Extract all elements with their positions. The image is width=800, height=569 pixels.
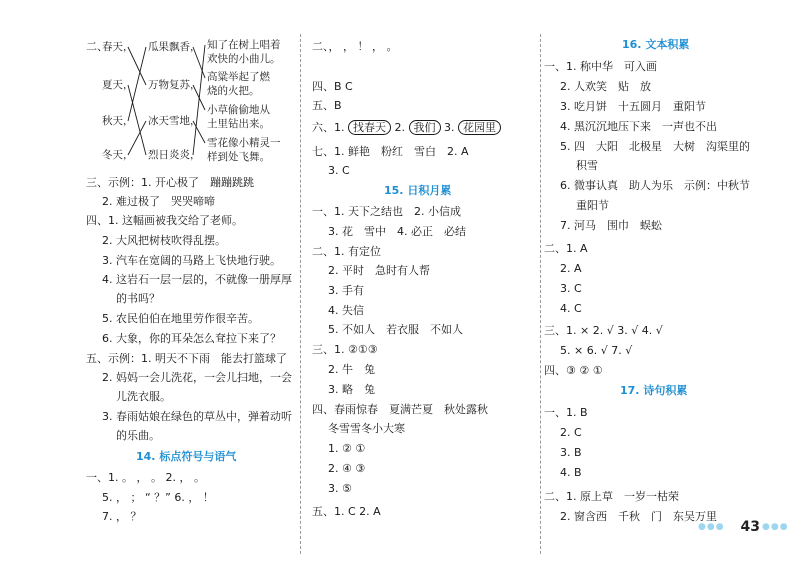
- match-right-3a: 小草偷偷地从: [207, 104, 270, 116]
- s15-line-9: 2. 牛 兔: [328, 363, 375, 376]
- s16-line-10: 二、1. A: [544, 242, 588, 255]
- s15-line-3: 二、1. 有定位: [312, 245, 381, 258]
- s15-line-1: 一、1. 天下之结也 2. 小信成: [312, 205, 461, 218]
- circled-answer-3: 花园里: [458, 120, 501, 135]
- circled-answer-2: 我们: [409, 120, 441, 135]
- question-2-label: 二、: [86, 40, 108, 53]
- line-5: 3. 汽车在宽阔的马路上飞快地行驶。: [102, 254, 281, 267]
- s15-line-2: 3. 花 雪中 4. 必正 必结: [328, 225, 466, 238]
- s17-line-4: 4. B: [560, 466, 582, 479]
- line-2: 2. 难过极了 哭哭啼啼: [102, 195, 215, 208]
- line-13: 3. 春雨姑娘在绿色的草丛中，弹着动听: [102, 410, 292, 423]
- s15-line-8: 三、1. ②①③: [312, 343, 378, 356]
- match-right-4b: 样到处飞舞。: [207, 151, 270, 163]
- c2-top-3: 五、B: [312, 99, 342, 112]
- s16-line-8: 重阳节: [576, 199, 609, 212]
- s15-line-12: 冬雪雪冬小大寒: [328, 422, 405, 435]
- section-15-title: 15. 日积月累: [384, 184, 452, 197]
- match-right-1a: 知了在树上唱着: [207, 39, 281, 51]
- q6-prefix: 六、1.: [312, 121, 345, 134]
- s16-line-2: 2. 人欢笑 贴 放: [560, 80, 651, 93]
- s16-line-13: 4. C: [560, 302, 582, 315]
- s15-line-6: 4. 失信: [328, 304, 364, 317]
- s16-line-1: 一、1. 称中华 可入画: [544, 60, 657, 73]
- s16-line-11: 2. A: [560, 262, 582, 275]
- page-decoration-dots-left: ●●●: [698, 522, 725, 532]
- s17-line-1: 一、1. B: [544, 406, 588, 419]
- column-right: [540, 0, 800, 569]
- column-middle: [300, 0, 540, 569]
- s15-line-7: 5. 不如人 若衣服 不如人: [328, 323, 463, 336]
- match-right-1b: 欢快的小曲儿。: [207, 53, 281, 65]
- match-right-2a: 高粱举起了燃: [207, 71, 270, 83]
- match-right-2b: 烧的火把。: [207, 85, 260, 97]
- s14-line-2: 5. ， ； “ ？” 6. ， ！: [102, 491, 214, 504]
- s15-line-14: 2. ④ ③: [328, 462, 366, 475]
- q6-num-2: 2.: [394, 121, 405, 134]
- s17-line-3: 3. B: [560, 446, 582, 459]
- q7-line-1: 七、1. 鲜艳 粉红 雪白 2. A: [312, 145, 469, 158]
- section-17-title: 17. 诗句积累: [620, 384, 688, 397]
- match-left-1: 春天，: [102, 41, 134, 53]
- s14-line-3: 7. ， ？: [102, 510, 142, 523]
- match-left-4: 冬天，: [102, 149, 134, 161]
- circled-answer-1: 找春天: [348, 120, 391, 135]
- page-number: 43: [740, 519, 760, 535]
- s15-line-5: 3. 手有: [328, 284, 364, 297]
- page-decoration-dots-right: ●●●: [762, 522, 789, 532]
- s16-line-14: 三、1. × 2. √ 3. √ 4. √: [544, 324, 663, 337]
- section-14-title: 14. 标点符号与语气: [136, 450, 237, 463]
- s14-line-1: 一、1. 。 ， 。 2. ， 。: [86, 471, 205, 484]
- s16-line-16: 四、③ ② ①: [544, 364, 603, 377]
- line-8: 5. 农民伯伯在地里劳作很辛苦。: [102, 312, 259, 325]
- s16-line-9: 7. 河马 围巾 蜈蚣: [560, 219, 662, 232]
- s17-line-5: 二、1. 原上草 一岁一枯荣: [544, 490, 679, 503]
- match-mid-3: 冰天雪地，: [148, 115, 201, 127]
- s15-line-10: 3. 略 兔: [328, 383, 375, 396]
- s16-line-12: 3. C: [560, 282, 582, 295]
- match-right-4a: 雪花像小精灵一: [207, 137, 281, 149]
- line-10: 五、示例：1. 明天不下雨 能去打篮球了: [86, 352, 287, 365]
- line-14: 的乐曲。: [116, 429, 160, 442]
- line-11: 2. 妈妈一会儿洗花，一会儿扫地，一会: [102, 371, 292, 384]
- s17-line-2: 2. C: [560, 426, 582, 439]
- match-left-3: 秋天，: [102, 115, 134, 127]
- s15-line-11: 四、春雨惊春 夏满芒夏 秋处露秋: [312, 403, 488, 416]
- line-6: 4. 这岩石一层一层的，不就像一册厚厚: [102, 273, 292, 286]
- s16-line-4: 4. 黑沉沉地压下来 一声也不出: [560, 120, 717, 133]
- s15-line-4: 2. 平时 急时有人帮: [328, 264, 430, 277]
- line-12: 儿洗衣服。: [116, 390, 171, 403]
- line-7: 的书吗？: [116, 292, 160, 305]
- s15-line-13: 1. ② ①: [328, 442, 366, 455]
- s16-line-7: 6. 微事认真 助人为乐 示例：中秋节: [560, 179, 750, 192]
- match-mid-1: 瓜果飘香，: [148, 41, 201, 53]
- s17-line-6: 2. 窗含西 千秋 门 东吴万里: [560, 510, 717, 523]
- column-left: [0, 0, 300, 569]
- match-right-3b: 土里钻出来。: [207, 118, 270, 130]
- match-mid-2: 万物复苏，: [148, 79, 201, 91]
- q6-num-3: 3.: [444, 121, 455, 134]
- line-1: 三、示例：1. 开心极了 蹦蹦跳跳: [86, 176, 254, 189]
- c2-top-1: 二、， ， ！ ， 。: [312, 40, 398, 53]
- section-16-title: 16. 文本积累: [622, 38, 690, 51]
- line-9: 6. 大象，你的耳朵怎么耷拉下来了？: [102, 332, 281, 345]
- q7-line-2: 3. C: [328, 164, 350, 177]
- s16-line-6: 积雪: [576, 159, 598, 172]
- s15-line-15: 3. ⑤: [328, 482, 352, 495]
- s16-line-15: 5. × 6. √ 7. √: [560, 344, 633, 357]
- question-6: [312, 120, 501, 135]
- match-left-2: 夏天，: [102, 79, 134, 91]
- line-3: 四、1. 这幅画被我交给了老师。: [86, 214, 243, 227]
- s15-line-16: 五、1. C 2. A: [312, 505, 381, 518]
- match-mid-4: 烈日炎炎，: [148, 149, 201, 161]
- s16-line-3: 3. 吃月饼 十五圆月 重阳节: [560, 100, 706, 113]
- c2-top-2: 四、B C: [312, 80, 353, 93]
- matching-lines: [0, 0, 300, 200]
- s16-line-5: 5. 四 大阳 北极星 大树 沟渠里的: [560, 140, 750, 153]
- line-4: 2. 大风把树枝吹得乱摆。: [102, 234, 226, 247]
